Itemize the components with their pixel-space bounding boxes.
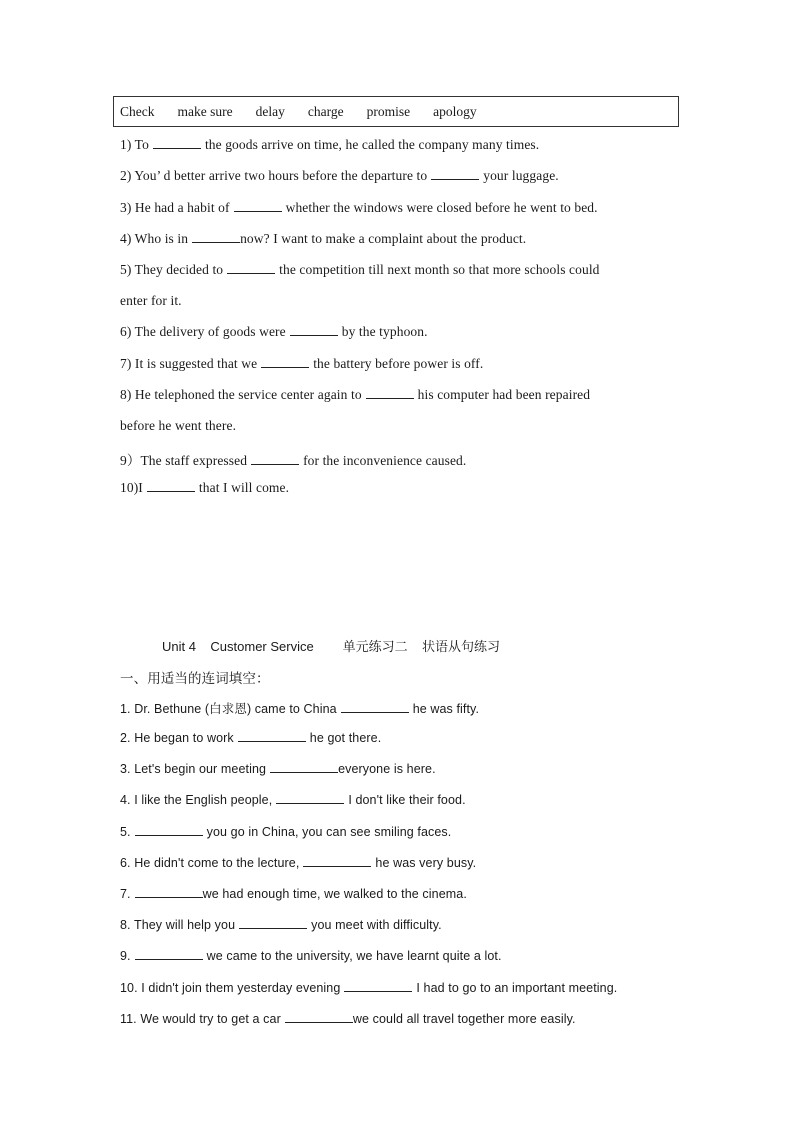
exercise-text: 8. They will help you [120, 918, 236, 932]
exercise-line [120, 387, 590, 403]
exercise-text: the battery before power is off. [313, 356, 484, 371]
answer-blank[interactable] [303, 855, 371, 867]
exercise-text: 9）The staff expressed [120, 453, 248, 468]
exercise-text: 2) You’ d better arrive two hours before the departure to [120, 168, 428, 183]
word-bank-box [113, 96, 679, 127]
answer-blank[interactable] [135, 948, 203, 960]
exercise-text: now? I want to make a complaint about the product. [240, 231, 527, 246]
exercise-text: the competition till next month so that more schools could [279, 262, 600, 277]
word-bank-item: Check [120, 103, 155, 119]
exercise-text: he was very busy. [375, 856, 477, 870]
exercise-text: 3) He had a habit of [120, 200, 230, 215]
answer-blank[interactable] [344, 980, 412, 992]
exercise-line [120, 917, 442, 932]
answer-blank[interactable] [285, 1011, 353, 1023]
exercise-text: 6) The delivery of goods were [120, 324, 286, 339]
exercise-line [120, 449, 466, 469]
section-heading: 一、用适当的连词填空： [120, 671, 270, 686]
answer-blank[interactable] [153, 137, 201, 149]
exercise-text: before he went there. [120, 418, 237, 433]
exercise-text: we could all travel together more easily. [352, 1012, 576, 1026]
exercise-text: we had enough time, we walked to the cinema. [202, 887, 467, 901]
exercise-text: 1. Dr. Bethune (白求恩) came to China [120, 702, 337, 716]
exercise-text: he got there. [309, 731, 382, 745]
exercise-text: 11. We would try to get a car [120, 1012, 281, 1026]
exercise-text: I had to go to an important meeting. [416, 981, 618, 995]
exercise-line [120, 231, 526, 247]
exercise-text: the goods arrive on time, he called the company many times. [204, 137, 540, 152]
exercise-line [120, 200, 598, 216]
exercise-text: 8) He telephoned the service center again to [120, 387, 362, 402]
exercise-line [120, 855, 476, 870]
exercise-line [120, 480, 289, 496]
exercise-text: 3. Let's begin our meeting [120, 762, 267, 776]
exercise-text: you meet with difficulty. [311, 918, 442, 932]
exercise-line [120, 137, 539, 153]
exercise-text: 7) It is suggested that we [120, 356, 258, 371]
answer-blank[interactable] [251, 453, 299, 465]
exercise-text: by the typhoon. [341, 324, 428, 339]
exercise-line [120, 730, 381, 745]
answer-blank[interactable] [341, 701, 409, 713]
exercise-text: that I will come. [198, 480, 290, 495]
exercise-line [120, 792, 466, 807]
answer-blank[interactable] [366, 387, 414, 399]
exercise-line [120, 262, 600, 278]
exercise-text: 6. He didn't come to the lecture, [120, 856, 300, 870]
exercise-text: 10)I [120, 480, 143, 495]
exercise-line [120, 824, 451, 839]
exercise-line [120, 699, 479, 717]
answer-blank[interactable] [290, 324, 338, 336]
answer-blank[interactable] [238, 730, 306, 742]
answer-blank[interactable] [192, 231, 240, 243]
exercise-line [120, 418, 236, 434]
exercise-text: I don't like their food. [348, 793, 466, 807]
exercise-text: your luggage. [483, 168, 559, 183]
exercise-line [120, 324, 428, 340]
exercise-line [120, 356, 483, 372]
answer-blank[interactable] [234, 200, 282, 212]
exercise-text: 2. He began to work [120, 731, 234, 745]
answer-blank[interactable] [276, 792, 344, 804]
exercise-text: enter for it. [120, 293, 182, 308]
answer-blank[interactable] [135, 886, 203, 898]
answer-blank[interactable] [431, 168, 479, 180]
answer-blank[interactable] [270, 761, 338, 773]
exercise-line [120, 761, 436, 776]
exercise-text: he was fifty. [412, 702, 480, 716]
exercise-text: we came to the university, we have learnt quite a lot. [206, 949, 502, 963]
word-bank-item: make sure [177, 103, 233, 119]
exercise-line [120, 293, 182, 309]
exercise-text: for the inconvenience caused. [303, 453, 467, 468]
word-bank-item: apology [433, 103, 477, 119]
exercise-text: 10. I didn't join them yesterday evening [120, 981, 341, 995]
exercise-text: 4. I like the English people, [120, 793, 273, 807]
unit-title: Unit 4 Customer Service 单元练习二 状语从句练习 [162, 639, 501, 654]
exercise-line [120, 948, 502, 963]
word-bank-item: delay [255, 103, 285, 119]
word-bank-item: charge [307, 103, 344, 119]
exercise-text: you go in China, you can see smiling faces. [206, 825, 452, 839]
answer-blank[interactable] [239, 917, 307, 929]
answer-blank[interactable] [147, 480, 195, 492]
exercise-text: everyone is here. [338, 762, 436, 776]
exercise-line [120, 886, 467, 901]
exercise-text: 5) They decided to [120, 262, 224, 277]
answer-blank[interactable] [135, 824, 203, 836]
answer-blank[interactable] [261, 356, 309, 368]
answer-blank[interactable] [227, 262, 275, 274]
exercise-text: 4) Who is in [120, 231, 189, 246]
word-bank-item: promise [366, 103, 411, 119]
exercise-text: 5. [120, 825, 131, 839]
exercise-text: his computer had been repaired [417, 387, 591, 402]
exercise-text: whether the windows were closed before he went to bed. [285, 200, 598, 215]
exercise-line [120, 980, 617, 995]
exercise-line [120, 168, 559, 184]
exercise-text: 9. [120, 949, 131, 963]
exercise-text: 1) To [120, 137, 149, 152]
exercise-line [120, 1011, 576, 1026]
exercise-text: 7. [120, 887, 131, 901]
